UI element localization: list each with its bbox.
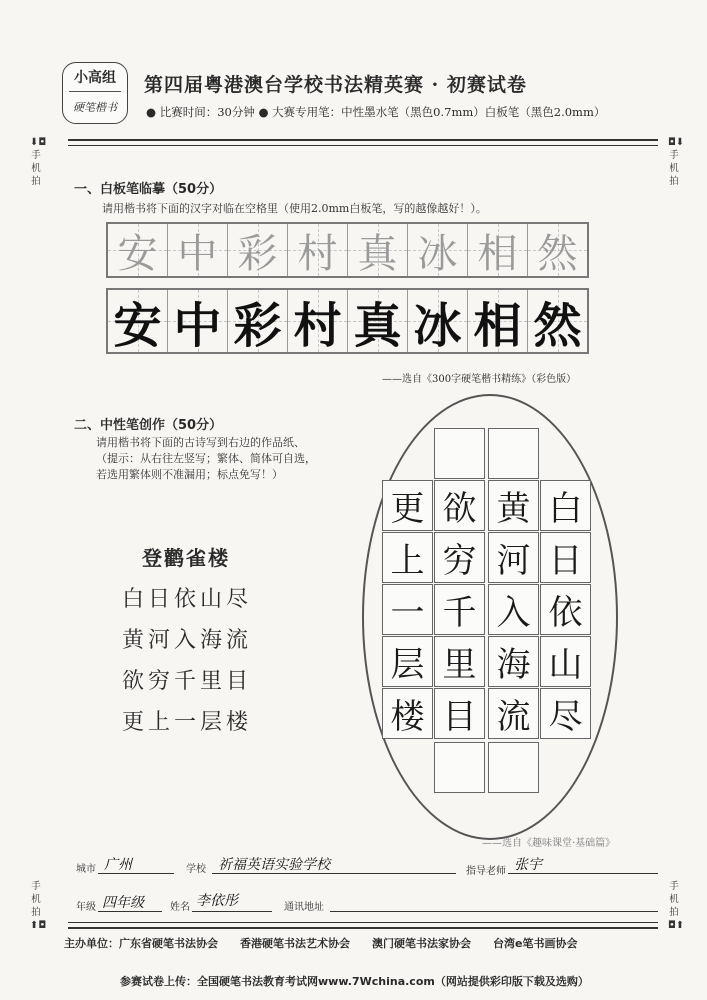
model-cell: 中 bbox=[168, 224, 228, 276]
poem-title: 登鹳雀楼 bbox=[142, 546, 230, 570]
grid-cell[interactable] bbox=[488, 742, 539, 793]
photo-mark-bottom-left bbox=[30, 880, 47, 932]
side-label: 手机拍 bbox=[669, 150, 679, 187]
poem-line: 欲穷千里目 bbox=[122, 669, 253, 694]
upload-note: 参赛试卷上传：全国硬笔书法教育考试网www.7Wchina.com（网站提供彩印版下载及选购） bbox=[120, 975, 589, 988]
photo-mark-top-right bbox=[668, 136, 685, 188]
name-line bbox=[192, 911, 272, 912]
grid-cell[interactable]: 一 bbox=[382, 584, 433, 635]
model-cell: 冰 bbox=[408, 224, 468, 276]
grid-cell[interactable]: 山 bbox=[540, 636, 591, 687]
grid-cell[interactable]: 里 bbox=[434, 636, 485, 687]
photo-mark-bottom-right bbox=[668, 880, 685, 932]
section1-source: ——选自《300字硬笔楷书精练》（彩色版） bbox=[382, 374, 577, 385]
model-cell: 彩 bbox=[228, 224, 288, 276]
footer-rule-thick bbox=[68, 927, 658, 929]
copy-row bbox=[106, 288, 589, 354]
address-line bbox=[330, 911, 658, 912]
school-label: 学校 bbox=[186, 864, 206, 875]
name-label: 姓名 bbox=[170, 902, 190, 913]
section2-source: ——选自《趣味课堂·基础篇》 bbox=[482, 838, 616, 849]
camera-icon: ◘⬇ bbox=[668, 137, 685, 148]
copy-cell[interactable]: 然 bbox=[528, 290, 587, 352]
grid-cell[interactable]: 楼 bbox=[382, 688, 433, 739]
grid-cell[interactable]: 日 bbox=[540, 532, 591, 583]
model-cell: 然 bbox=[528, 224, 587, 276]
header-rule-thick bbox=[68, 139, 658, 141]
camera-icon: ⬇◘ bbox=[30, 137, 47, 148]
city-line bbox=[98, 873, 174, 874]
model-row bbox=[106, 222, 589, 278]
copy-cell[interactable]: 真 bbox=[348, 290, 408, 352]
address-label: 通讯地址 bbox=[284, 902, 324, 913]
grid-cell[interactable]: 入 bbox=[488, 584, 539, 635]
grid-cell[interactable]: 河 bbox=[488, 532, 539, 583]
grid-cell[interactable]: 白 bbox=[540, 480, 591, 531]
grade-label: 年级 bbox=[76, 902, 96, 913]
grid-cell[interactable]: 流 bbox=[488, 688, 539, 739]
copy-cell[interactable]: 相 bbox=[468, 290, 528, 352]
camera-icon: ⬆◘ bbox=[30, 920, 47, 931]
grid-cell[interactable]: 上 bbox=[382, 532, 433, 583]
name-value[interactable]: 李依彤 bbox=[196, 893, 238, 909]
grid-cell[interactable]: 层 bbox=[382, 636, 433, 687]
model-cell: 真 bbox=[348, 224, 408, 276]
grid-cell[interactable]: 依 bbox=[540, 584, 591, 635]
copy-cell[interactable]: 安 bbox=[108, 290, 168, 352]
model-cell: 村 bbox=[288, 224, 348, 276]
badge-divider bbox=[69, 91, 121, 92]
copy-cell[interactable]: 彩 bbox=[228, 290, 288, 352]
footer-rule-thin bbox=[68, 922, 658, 923]
copy-cell[interactable]: 村 bbox=[288, 290, 348, 352]
page-subtitle: ● 比赛时间：30分钟 ● 大赛专用笔：中性墨水笔（黑色0.7mm）白板笔（黑色2.0mm） bbox=[146, 105, 606, 119]
copy-cell[interactable]: 冰 bbox=[408, 290, 468, 352]
grid-cell[interactable]: 海 bbox=[488, 636, 539, 687]
section1-instruction: 请用楷书将下面的汉字对临在空格里（使用2.0mm白板笔，写的越像越好！）。 bbox=[102, 202, 487, 215]
section2-instruction-line: （提示：从右往左竖写；繁体、简体可自选， bbox=[96, 452, 316, 465]
copy-cell[interactable]: 中 bbox=[168, 290, 228, 352]
side-label: 手机拍 bbox=[669, 881, 679, 918]
grid-cell[interactable]: 穷 bbox=[434, 532, 485, 583]
teacher-label: 指导老师 bbox=[466, 866, 506, 877]
grid-cell[interactable] bbox=[434, 428, 485, 479]
model-cell: 安 bbox=[108, 224, 168, 276]
side-label: 手机拍 bbox=[31, 881, 41, 918]
header-rule-thin bbox=[68, 145, 658, 146]
grid-cell[interactable]: 更 bbox=[382, 480, 433, 531]
grid-cell[interactable]: 尽 bbox=[540, 688, 591, 739]
teacher-value[interactable]: 张宇 bbox=[514, 857, 542, 873]
group-badge bbox=[62, 62, 128, 124]
grid-cell[interactable]: 千 bbox=[434, 584, 485, 635]
camera-icon: ◘⬆ bbox=[668, 920, 685, 931]
page-title: 第四届粤港澳台学校书法精英赛 · 初赛试卷 bbox=[144, 74, 527, 96]
city-label: 城市 bbox=[76, 864, 96, 875]
model-cell: 相 bbox=[468, 224, 528, 276]
section2-instruction-line: 若选用繁体则不准漏用；标点免写！） bbox=[96, 468, 283, 481]
school-value[interactable]: 祈福英语实验学校 bbox=[218, 857, 330, 873]
photo-mark-top-left bbox=[30, 136, 47, 188]
grid-cell[interactable] bbox=[488, 428, 539, 479]
grid-cell[interactable] bbox=[434, 742, 485, 793]
grid-cell[interactable]: 黄 bbox=[488, 480, 539, 531]
poem-line: 白日依山尽 bbox=[122, 587, 253, 612]
section2-instruction-line: 请用楷书将下面的古诗写到右边的作品纸、 bbox=[96, 436, 305, 449]
poem-line: 黄河入海流 bbox=[122, 628, 253, 653]
grid-cell[interactable]: 目 bbox=[434, 688, 485, 739]
city-value[interactable]: 广州 bbox=[104, 857, 132, 873]
grade-value[interactable]: 四年级 bbox=[102, 895, 144, 911]
organizers: 主办单位：广东省硬笔书法协会 香港硬笔书法艺术协会 澳门硬笔书法家协会 台湾e笔书画协会 bbox=[64, 937, 578, 950]
section2-title: 二、中性笔创作（50分） bbox=[74, 418, 223, 433]
side-label: 手机拍 bbox=[31, 150, 41, 187]
group-label: 小高组 bbox=[74, 70, 116, 86]
school-line bbox=[212, 873, 456, 874]
grid-cell[interactable]: 欲 bbox=[434, 480, 485, 531]
section1-title: 一、白板笔临摹（50分） bbox=[74, 182, 223, 197]
grade-line bbox=[98, 911, 162, 912]
script-label: 硬笔楷书 bbox=[73, 101, 117, 114]
poem-line: 更上一层楼 bbox=[122, 710, 253, 735]
teacher-line bbox=[508, 873, 658, 874]
